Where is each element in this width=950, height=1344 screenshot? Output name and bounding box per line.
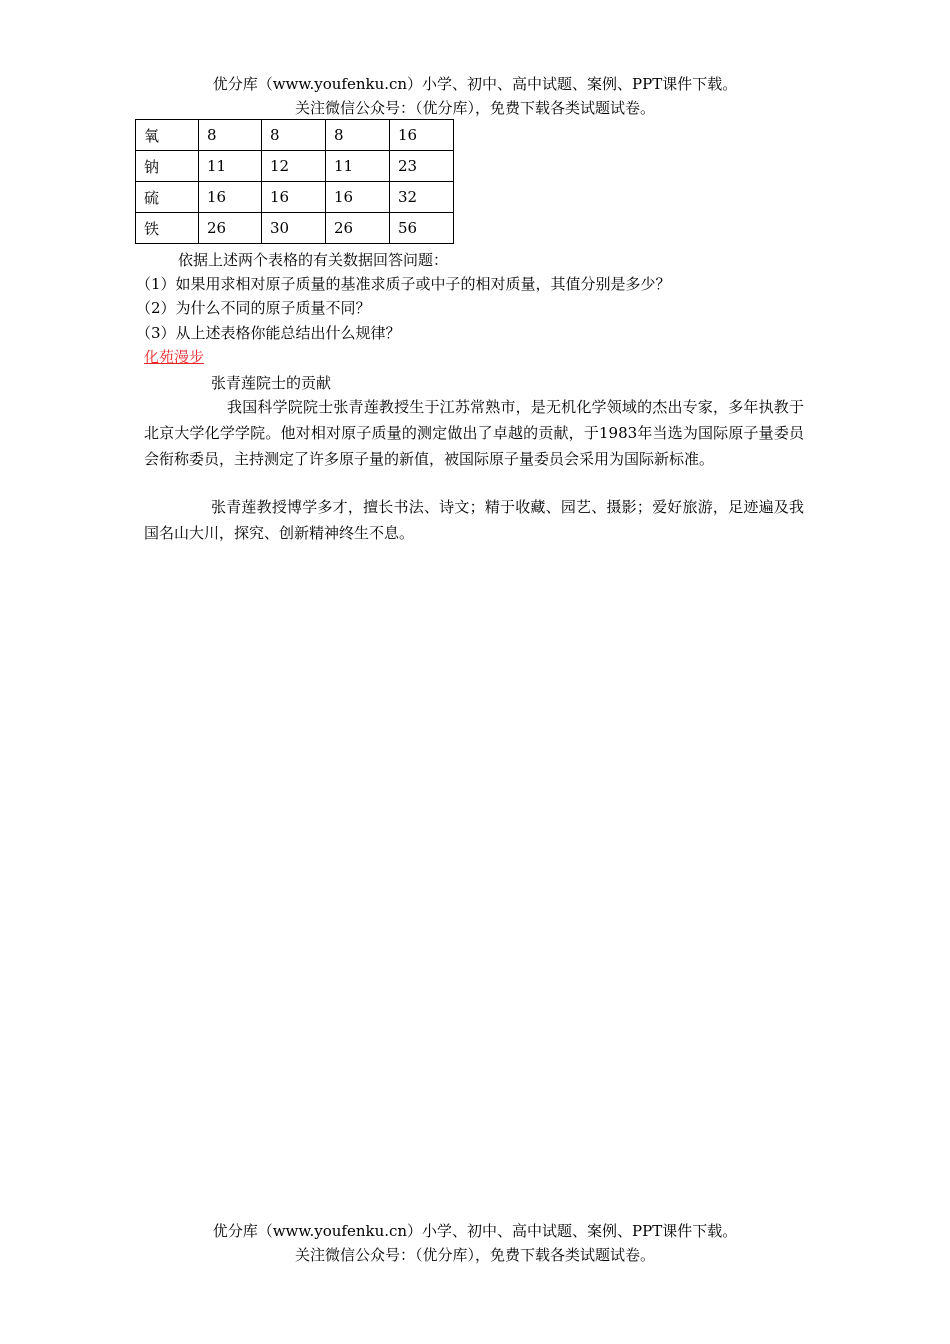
table-cell: 16 (262, 182, 326, 213)
table-cell: 11 (199, 151, 262, 182)
table-cell: 8 (262, 120, 326, 151)
table-cell: 16 (390, 120, 454, 151)
element-table (135, 119, 454, 244)
questions-intro: 依据上述两个表格的有关数据回答问题： (178, 251, 449, 269)
question-3: （3）从上述表格你能总结出什么规律？ (136, 324, 401, 342)
article-title: 张青莲院士的贡献 (211, 374, 332, 392)
table-cell: 11 (326, 151, 390, 182)
table-cell: 钠 (136, 151, 199, 182)
table-cell: 23 (390, 151, 454, 182)
table-cell: 16 (326, 182, 390, 213)
article-paragraph-1: 我国科学院院士张青莲教授生于江苏常熟市，是无机化学领域的杰出专家，多年执教于北京大学化学学院。他对相对原子质量的测定做出了卓越的贡献，于1983年当选为国际原子量委员会衔称委员，主持测定了许多原子量的新值，被国际原子量委员会采用为国际新标准。 (144, 398, 804, 468)
footer-line-1: 优分库（www.youfenku.cn）小学、初中、高中试题、案例、PPT课件下载。 (212, 1222, 738, 1240)
table-cell: 56 (390, 213, 454, 244)
table-row (136, 120, 454, 151)
header-line-2: 关注微信公众号：（优分库），免费下载各类试题试卷。 (294, 99, 655, 117)
table-cell: 32 (390, 182, 454, 213)
question-2: （2）为什么不同的原子质量不同？ (136, 299, 371, 317)
table-cell: 16 (199, 182, 262, 213)
table-cell: 30 (262, 213, 326, 244)
question-1: （1）如果用求相对原子质量的基准求质子或中子的相对质量，其值分别是多少？ (136, 275, 671, 293)
table-cell: 26 (326, 213, 390, 244)
section-title: 化苑漫步 (144, 348, 205, 366)
table-cell: 8 (199, 120, 262, 151)
table-cell: 8 (326, 120, 390, 151)
table-row (136, 213, 454, 244)
footer-line-2: 关注微信公众号：（优分库），免费下载各类试题试卷。 (294, 1246, 655, 1264)
table-cell: 硫 (136, 182, 199, 213)
article-paragraph-2: 张青莲教授博学多才，擅长书法、诗文；精于收藏、园艺、摄影；爱好旅游，足迹遍及我国名山大川，探究、创新精神终生不息。 (144, 498, 804, 542)
table-cell: 12 (262, 151, 326, 182)
table-row (136, 182, 454, 213)
table-row (136, 151, 454, 182)
table-cell: 氧 (136, 120, 199, 151)
table-cell: 26 (199, 213, 262, 244)
header-line-1: 优分库（www.youfenku.cn）小学、初中、高中试题、案例、PPT课件下载。 (212, 75, 738, 93)
table-cell: 铁 (136, 213, 199, 244)
